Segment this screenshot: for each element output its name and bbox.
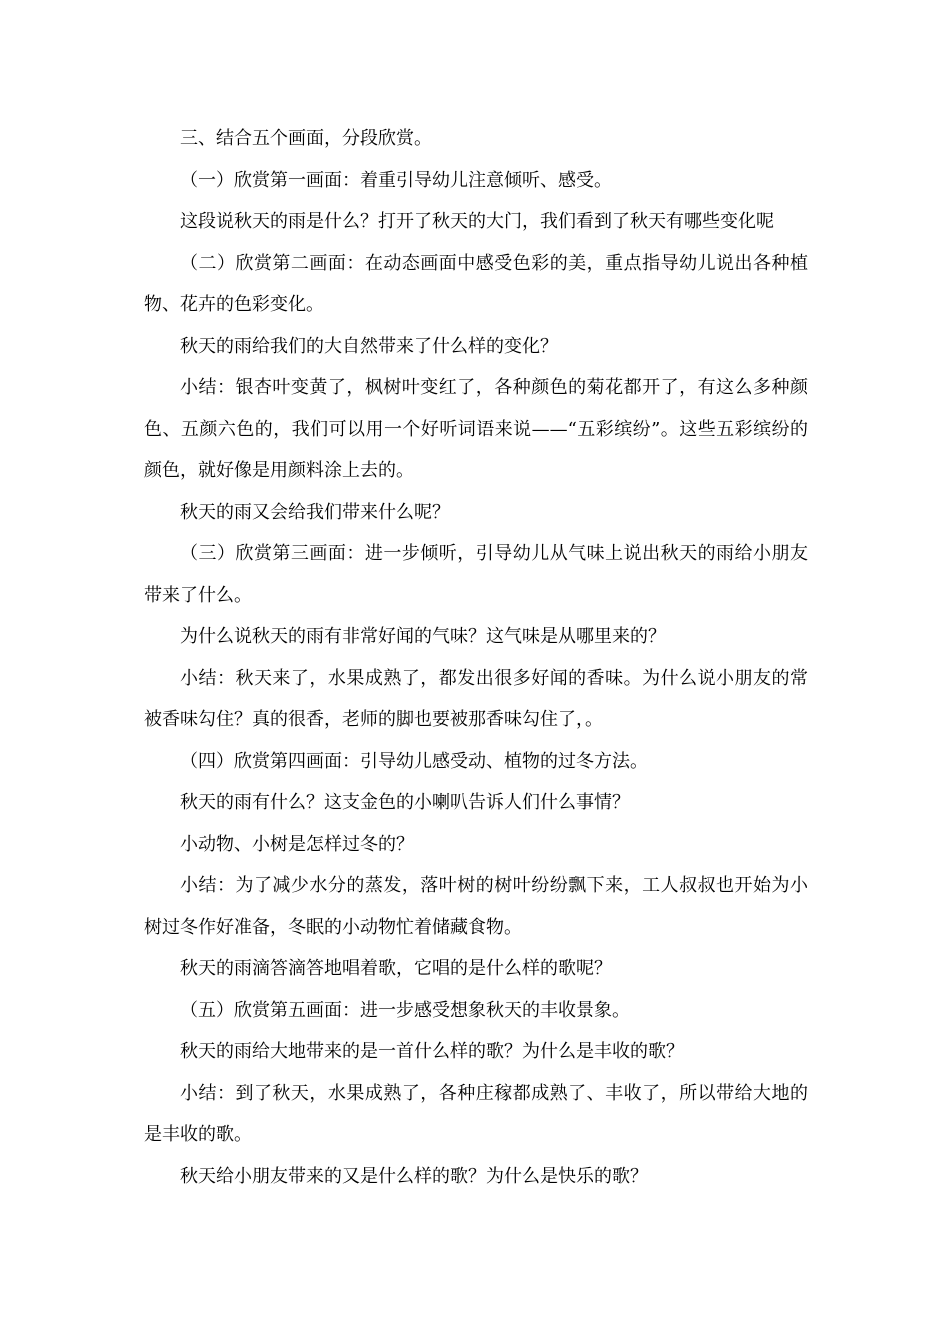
paragraph: 秋天的雨给大地带来的是一首什么样的歌？为什么是丰收的歌？ [180, 1041, 684, 1062]
paragraph-part-2-title: （二）欣赏第二画面：在动态画面中感受色彩的美，重点指导幼儿说出各种植物、花卉的色彩变化。 [144, 252, 808, 315]
paragraph: 秋天的雨滴答滴答地唱着歌，它唱的是什么样的歌呢？ [180, 958, 612, 979]
paragraph: 小动物、小树是怎样过冬的？ [180, 833, 414, 855]
paragraph: 秋天的雨又会给我们带来什么呢？ [180, 501, 450, 523]
paragraph-part-3-title: （三）欣赏第三画面：进一步倾听，引导幼儿从气味上说出秋天的雨给小朋友带来了什么。 [144, 543, 808, 606]
paragraph: 秋天的雨给我们的大自然带来了什么样的变化？ [180, 335, 558, 357]
paragraph-summary: 小结：到了秋天，水果成熟了，各种庄稼都成熟了、丰收了，所以带给大地的是丰收的歌。 [144, 1082, 808, 1145]
paragraph-summary: 小结：为了减少水分的蒸发，落叶树的树叶纷纷飘下来，工人叔叔也开始为小树过冬作好准备，冬眠的小动物忙着储藏食物。 [144, 875, 808, 938]
paragraph-summary: 小结：银杏叶变黄了，枫树叶变红了，各种颜色的菊花都开了，有这么多种颜色、五颜六色的，我们可以用一个好听词语来说——“五彩缤纷”。这些五彩缤纷的颜色，就好像是用颜料涂上去的。 [144, 377, 808, 481]
paragraph: 这段说秋天的雨是什么？打开了秋天的大门，我们看到了秋天有哪些变化呢 [180, 211, 774, 232]
paragraph: 秋天给小朋友带来的又是什么样的歌？为什么是快乐的歌？ [180, 1165, 648, 1187]
document-body [144, 118, 808, 1197]
paragraph: 为什么说秋天的雨有非常好闻的气味？这气味是从哪里来的？ [180, 626, 666, 647]
paragraph-summary: 小结：秋天来了，水果成熟了，都发出很多好闻的香味。为什么说小朋友的常被香味勾住？真的很香，老师的脚也要被那香味勾住了，。 [144, 667, 808, 730]
paragraph-part-1-title: （一）欣赏第一画面：着重引导幼儿注意倾听、感受。 [180, 169, 612, 191]
paragraph-part-4-title: （四）欣赏第四画面：引导幼儿感受动、植物的过冬方法。 [180, 750, 648, 772]
paragraph-part-5-title: （五）欣赏第五画面：进一步感受想象秋天的丰收景象。 [180, 999, 630, 1021]
paragraph: 秋天的雨有什么？这支金色的小喇叭告诉人们什么事情？ [180, 792, 630, 813]
section-heading: 三、结合五个画面，分段欣赏。 [180, 128, 432, 149]
